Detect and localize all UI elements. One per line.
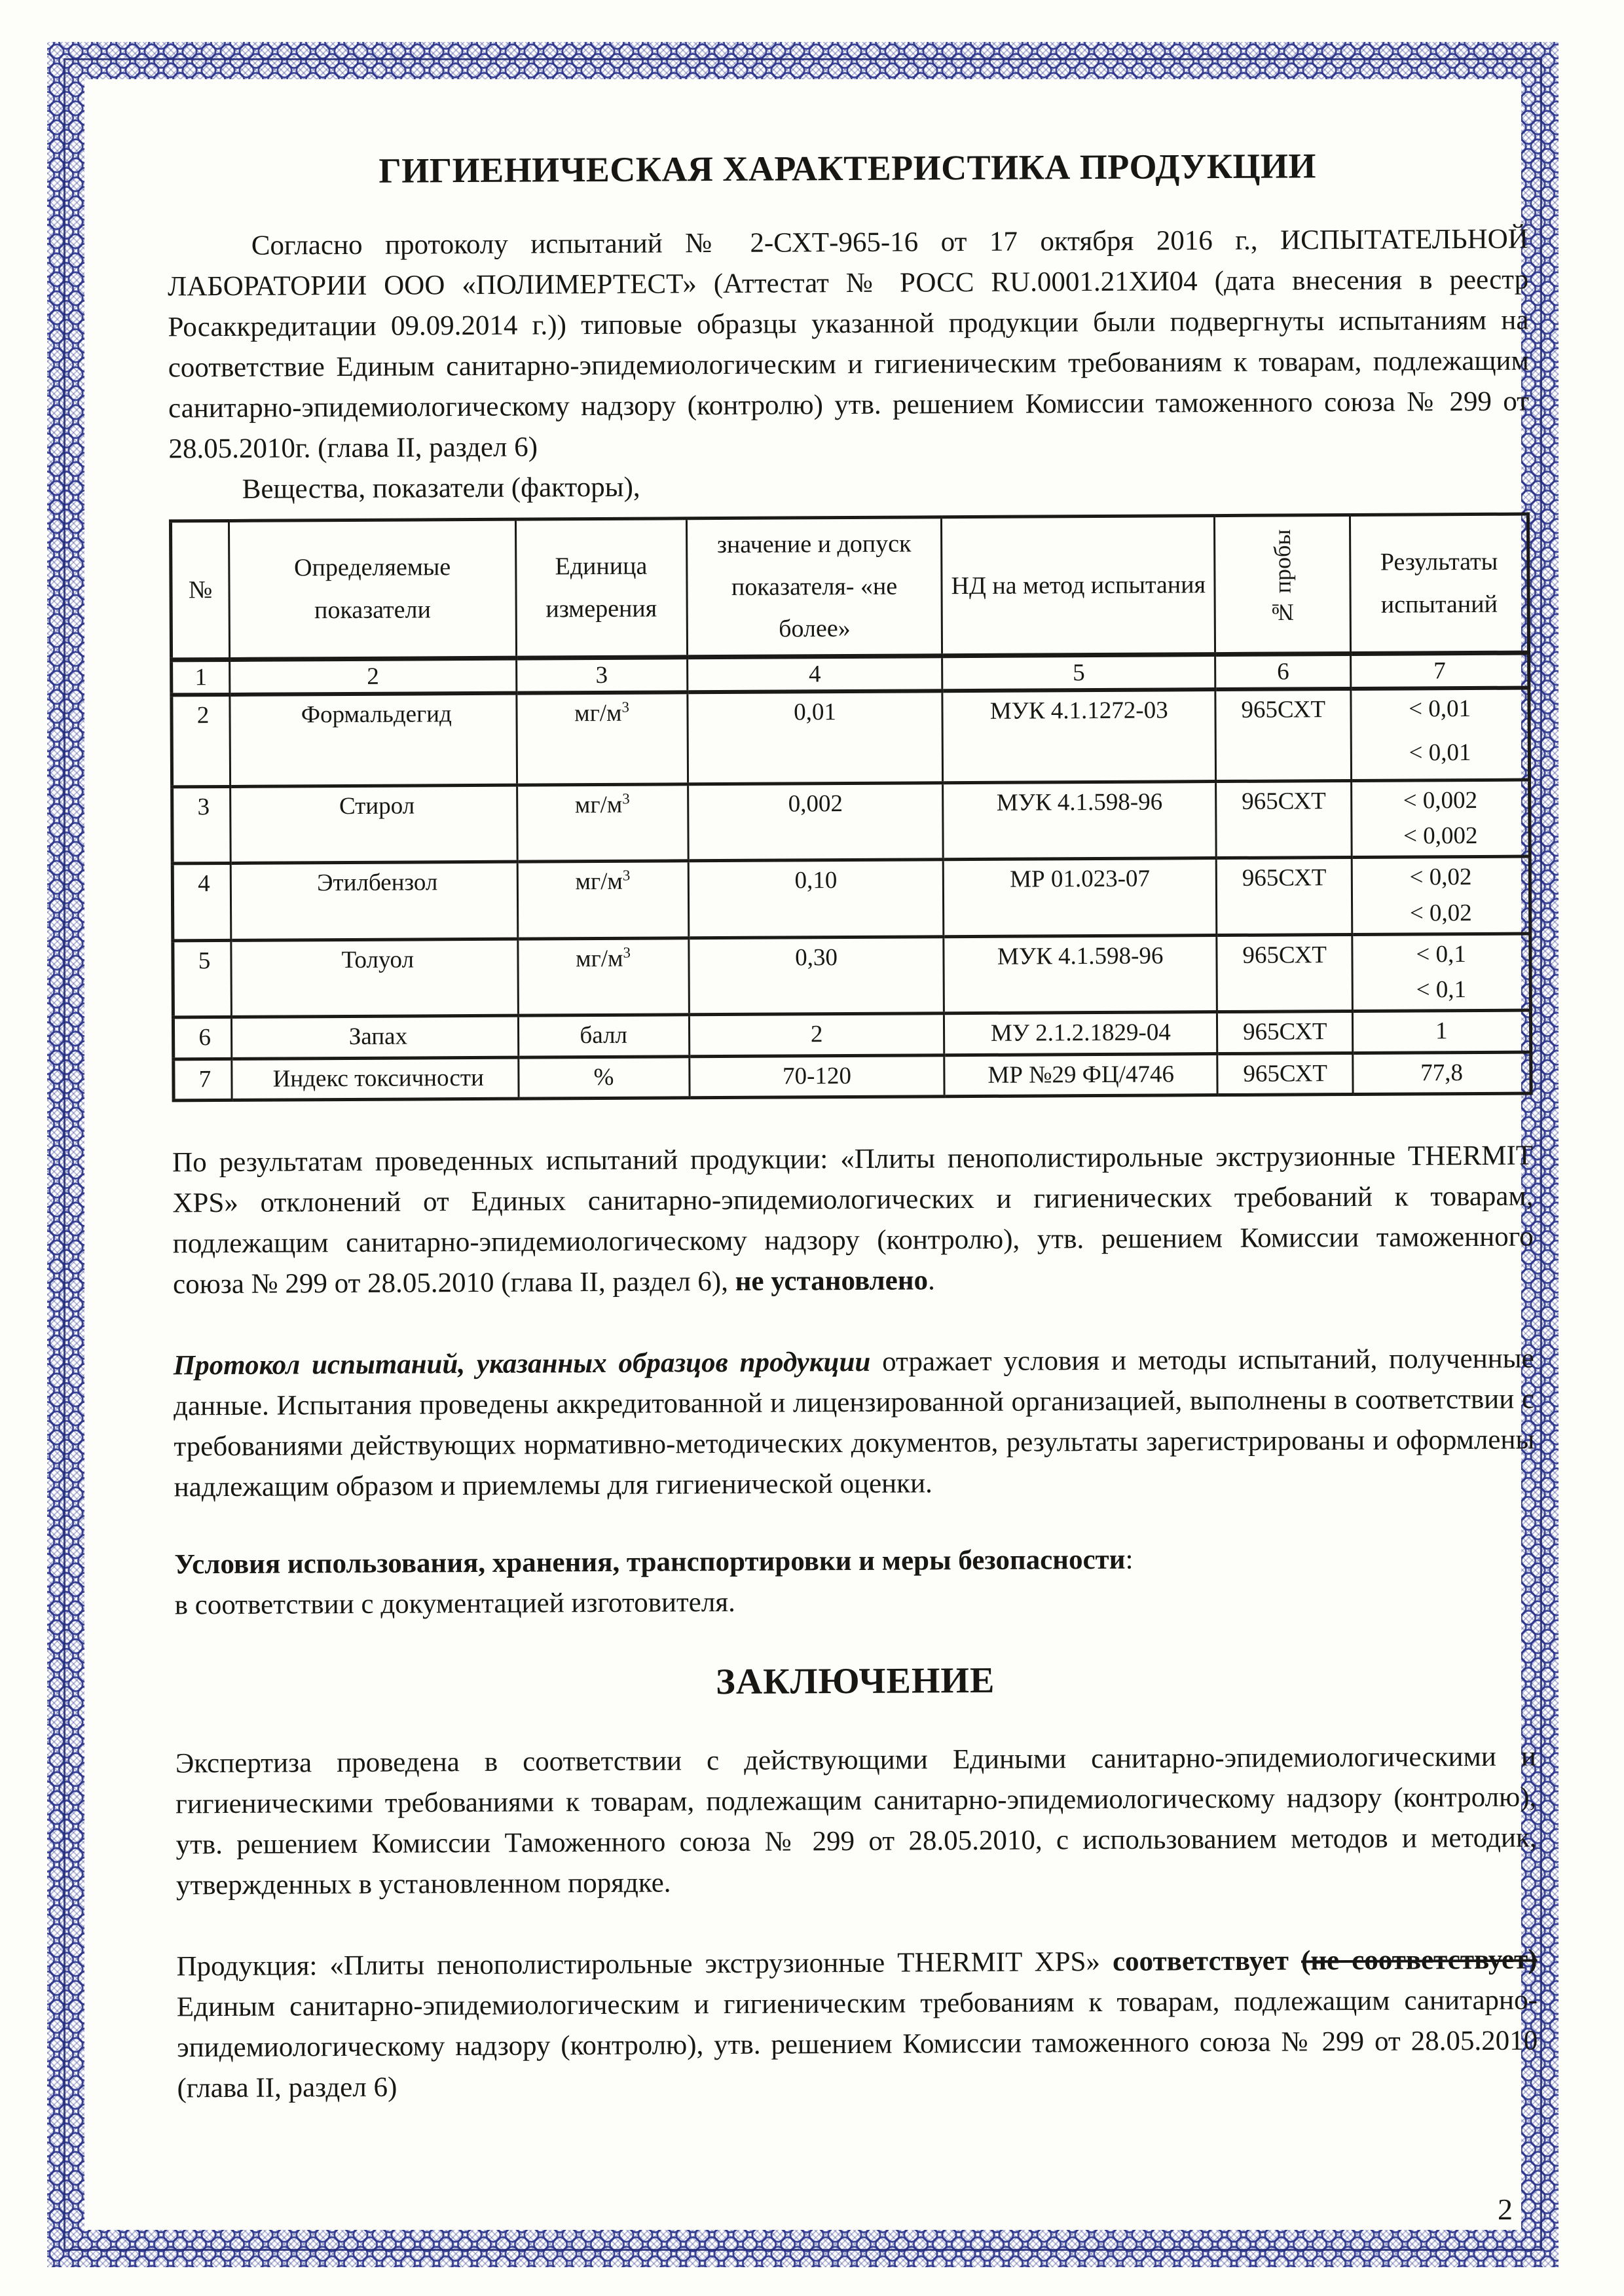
- cell-row-number: 5: [173, 940, 232, 1017]
- table-row: [173, 1010, 1530, 1059]
- table-row: [172, 856, 1530, 940]
- table-row: [173, 934, 1531, 1017]
- cell-results: [1353, 1010, 1531, 1053]
- unit-text: балл: [580, 1022, 628, 1049]
- col-number: 6: [1215, 653, 1352, 689]
- cell-substance: Толуол: [231, 939, 518, 1017]
- unit-text: мг/м: [574, 700, 622, 727]
- result-line: < 0,02: [1409, 899, 1472, 927]
- conditions-colon: :: [1125, 1544, 1134, 1575]
- unit-superscript: 3: [622, 790, 630, 807]
- cell-results: [1352, 780, 1530, 858]
- production-paragraph: [176, 1939, 1538, 2109]
- cell-results: [1353, 1052, 1531, 1095]
- result-line: < 0,1: [1416, 940, 1466, 968]
- cell-limit: 0,002: [688, 783, 943, 862]
- cell-results: [1352, 856, 1530, 934]
- test-results-table: [169, 513, 1533, 1102]
- results-text: .: [927, 1265, 935, 1296]
- col-header-indicators: Определяемые показатели: [229, 519, 516, 659]
- table-row: [172, 780, 1530, 864]
- cell-substance: Стирол: [231, 785, 517, 864]
- protocol-lead-text: Протокол испытаний, указанных образцов продукции: [173, 1346, 871, 1381]
- expertise-paragraph: Экспертиза проведена в соответствии с действующими Едиными санитарно-эпидемиологическими и гигиеническими требованиями к товарам, подлежащим санитарно-эпидемиологическому надзору (контролю), утв. решением Комиссии Таможенного союза № 299 от 28.05.2010, с использованием методов и методик, утвержденных в установленном порядке.: [175, 1741, 1537, 1901]
- cell-sample: 965СХТ: [1217, 1011, 1354, 1053]
- result-line: < 0,02: [1409, 864, 1472, 891]
- results-bold-text: не установлено: [735, 1265, 929, 1297]
- document-content: [167, 145, 1538, 2109]
- cell-results: [1352, 934, 1530, 1011]
- cell-unit: [517, 861, 689, 939]
- cell-sample: 965СХТ: [1217, 1053, 1354, 1095]
- result-line: < 0,002: [1403, 786, 1478, 814]
- col-number: 4: [687, 656, 942, 693]
- unit-superscript: 3: [622, 867, 631, 884]
- page-number: 2: [1498, 2193, 1513, 2226]
- cell-unit: [518, 1015, 690, 1057]
- results-text: По результатам проведенных испытаний продукции: «Плиты пенополистирольные экструзионные THERMIT XPS» отклонений от Единых санитарно-эпидемиологических и гигиенических требований к товарам, подлежащим санитарно-эпидемиологическому надзору (контролю), утв. решением Комиссии таможенного союза № 299 от 28.05.2010 (глава II, раздел 6),: [172, 1140, 1534, 1300]
- production-text: Единым санитарно-эпидемиологическим и гигиеническим требованиям к товарам, подлежащим санитарно-эпидемиологическому надзору (контролю), утв. решением Комиссии таможенного союза № 299 от 28.05.2010 (глава II, раздел 6): [176, 1984, 1538, 2104]
- cell-unit: [517, 938, 689, 1016]
- cell-method: МУК 4.1.598-96: [943, 781, 1216, 860]
- cell-sample: 965СХТ: [1215, 689, 1352, 781]
- cell-substance: Запах: [232, 1015, 519, 1059]
- cell-limit: 0,30: [689, 937, 944, 1015]
- result-line: < 0,002: [1403, 822, 1478, 850]
- table-header-row: [170, 514, 1528, 660]
- result-line: < 0,1: [1416, 976, 1467, 1004]
- col-header-sample: [1215, 515, 1351, 654]
- col-header-number: №: [170, 520, 229, 659]
- cell-limit: 2: [689, 1013, 944, 1056]
- table-row: [172, 688, 1530, 787]
- cell-substance: Индекс токсичности: [232, 1057, 519, 1101]
- results-paragraph: [172, 1135, 1534, 1305]
- production-bold-text: соответствует: [1112, 1945, 1302, 1977]
- cell-results: [1351, 688, 1529, 780]
- cell-method: МР 01.023-07: [944, 858, 1217, 937]
- unit-text: мг/м: [576, 945, 623, 972]
- conditions-heading: [174, 1537, 1535, 1585]
- col-number: 7: [1351, 653, 1529, 689]
- intro-paragraph: Согласно протоколу испытаний № 2-СХТ-965-16 от 17 октября 2016 г., ИСПЫТАТЕЛЬНОЙ ЛАБОРАТОРИИ ООО «ПОЛИМЕРТЕСТ» (Аттестат № РОСС RU.0001.21ХИ04 (дата внесения в реестр Росаккредитации 09.09.2014 г.)) типовые образцы указанной продукции были подвергнуты испытаниям на соответствие Единым санитарно-эпидемиологическим и гигиеническим требованиям к товарам, подлежащим санитарно-эпидемиологическому надзору (контролю) утв. решением Комиссии таможенного союза № 299 от 28.05.2010г. (глава II, раздел 6): [167, 223, 1530, 465]
- unit-text: мг/м: [575, 868, 623, 896]
- cell-unit: [518, 1056, 690, 1099]
- col-number: 2: [230, 658, 517, 695]
- conditions-line: в соответствии с документацией изготовителя.: [174, 1586, 735, 1621]
- col-header-method: НД на метод испытания: [942, 516, 1215, 656]
- col-header-limit: значение и допуск показателя- «не более»: [686, 517, 942, 657]
- unit-superscript: 3: [623, 944, 631, 961]
- production-struck-text: (не соответствует): [1301, 1944, 1538, 1977]
- result-line: < 0,01: [1409, 738, 1471, 767]
- cell-method: МУК 4.1.1272-03: [942, 689, 1215, 782]
- result-line: < 0,01: [1409, 695, 1471, 723]
- cell-unit: [517, 784, 688, 862]
- conclusion-heading: ЗАКЛЮЧЕНИЕ: [716, 1660, 995, 1702]
- cell-limit: 0,10: [688, 860, 944, 938]
- protocol-paragraph: [174, 1338, 1535, 1508]
- page-title: ГИГИЕНИЧЕСКАЯ ХАРАКТЕРИСТИКА ПРОДУКЦИИ: [378, 146, 1317, 191]
- cell-row-number: 3: [172, 786, 231, 864]
- cell-row-number: 2: [172, 695, 231, 786]
- cell-unit: [516, 693, 688, 785]
- cell-substance: Этилбензол: [231, 862, 517, 940]
- cell-row-number: 7: [174, 1059, 232, 1101]
- cell-row-number: 4: [172, 864, 231, 941]
- cell-row-number: 6: [173, 1017, 231, 1059]
- col-number: 5: [942, 654, 1215, 691]
- table-row: [174, 1052, 1531, 1101]
- cell-substance: Формальдегид: [230, 693, 517, 786]
- col-number: 1: [172, 659, 230, 695]
- cell-sample: 965СХТ: [1217, 934, 1353, 1012]
- cell-sample: 965СХТ: [1216, 858, 1352, 936]
- result-line: 77,8: [1420, 1059, 1464, 1086]
- conditions-bold-text: Условия использования, хранения, транспортировки и меры безопасности: [174, 1544, 1126, 1580]
- cell-limit: 70-120: [689, 1055, 944, 1097]
- unit-text: %: [593, 1063, 614, 1091]
- cell-method: МР №29 ФЦ/4746: [944, 1053, 1217, 1096]
- vertical-header-text: № пробы: [1268, 529, 1296, 626]
- col-number: 3: [516, 657, 687, 693]
- result-line: 1: [1435, 1017, 1448, 1045]
- unit-superscript: 3: [621, 699, 630, 716]
- production-text: Продукция: «Плиты пенополистирольные экструзионные THERMIT XPS»: [176, 1946, 1113, 1982]
- cell-limit: 0,01: [688, 691, 943, 784]
- substances-caption: Вещества, показатели (факторы),: [242, 471, 640, 505]
- col-header-results: Результаты испытаний: [1350, 514, 1529, 653]
- cell-method: МУ 2.1.2.1829-04: [944, 1012, 1217, 1055]
- unit-text: мг/м: [574, 791, 623, 818]
- col-header-unit: Единица измерения: [515, 519, 687, 658]
- protocol-text: отражает условия и методы испытаний, полученные данные. Испытания проведены аккредитованной и лицензированной организацией, выполнены в соответствии с требованиями действующих нормативно-методических документов, результаты зарегистрированы и оформлены надлежащим образом и приемлемы для гигиенической оценки.: [173, 1343, 1535, 1503]
- cell-sample: 965СХТ: [1216, 780, 1352, 858]
- cell-method: МУК 4.1.598-96: [944, 935, 1217, 1013]
